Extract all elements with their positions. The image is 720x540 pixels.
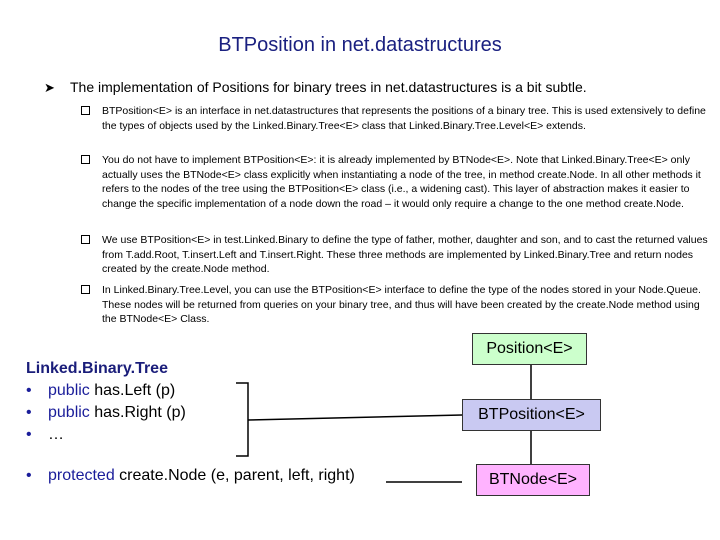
main-bullet-text: The implementation of Positions for binary trees in net.datastructures is a bit subtle.	[70, 79, 587, 95]
method-signature: create.Node (e, parent, left, right)	[114, 467, 355, 484]
btnode-class-box: BTNode<E>	[476, 464, 590, 496]
bullet-dot: •	[26, 426, 32, 443]
arrow-bullet-icon: ➤	[44, 80, 55, 95]
method-signature: has.Right (p)	[89, 404, 186, 421]
method-signature: has.Left (p)	[89, 382, 176, 399]
linked-binary-tree-heading: Linked.Binary.Tree	[26, 360, 168, 377]
bullet-dot: •	[26, 382, 32, 399]
position-class-box: Position<E>	[472, 333, 587, 365]
method-keyword: protected	[48, 467, 115, 484]
slide-title: BTPosition in net.datastructures	[218, 34, 502, 56]
sub-bullet-text: You do not have to implement BTPosition<E>: it is already implemented by BTNode<E>. Note that Linked.Binary.Tree<E> only actually uses the BTNode<E> class explicitly when instantiating a node of the tree, in method create.Node. In all other methods it refers to the nodes of the tree using the BTPosition<E> class (i.e., a widening cast). This layer of abstraction makes it easier to change the specific implementation of a node down the road – it would only require a change to the one method create.Node.	[102, 154, 701, 210]
sub-bullet-text: We use BTPosition<E> in test.Linked.Binary to define the type of father, mother, daughter and son, and to cast the returned values from T.add.Root, T.insert.Left and T.insert.Right. These three methods are implemented by Linked.Binary.Tree and return nodes created by the create.Node method.	[102, 234, 708, 275]
bullet-dot: •	[26, 404, 32, 421]
bracket-line	[236, 383, 248, 456]
sub-bullet-text: BTPosition<E> is an interface in net.datastructures that represents the positions of a binary tree. This is used extensively to define the types of objects used by the Linked.Binary.Tree<E> class that Linked.Binary.Tree.Level<E> extends.	[102, 105, 706, 132]
bullet-dot: •	[26, 467, 32, 484]
method-keyword: public	[48, 404, 90, 421]
sub-bullet-text: In Linked.Binary.Tree.Level, you can use the BTPosition<E> interface to define the type of the nodes stored in your Node.Queue. These nodes will be returned from queries on your binary tree, and thus will have been created by the create.Node method using the BTNode<E> Class.	[102, 284, 701, 325]
method-keyword: public	[48, 382, 90, 399]
bracket-arrow-line	[248, 415, 462, 420]
btposition-class-box: BTPosition<E>	[462, 399, 601, 431]
method-ellipsis: …	[48, 426, 64, 443]
